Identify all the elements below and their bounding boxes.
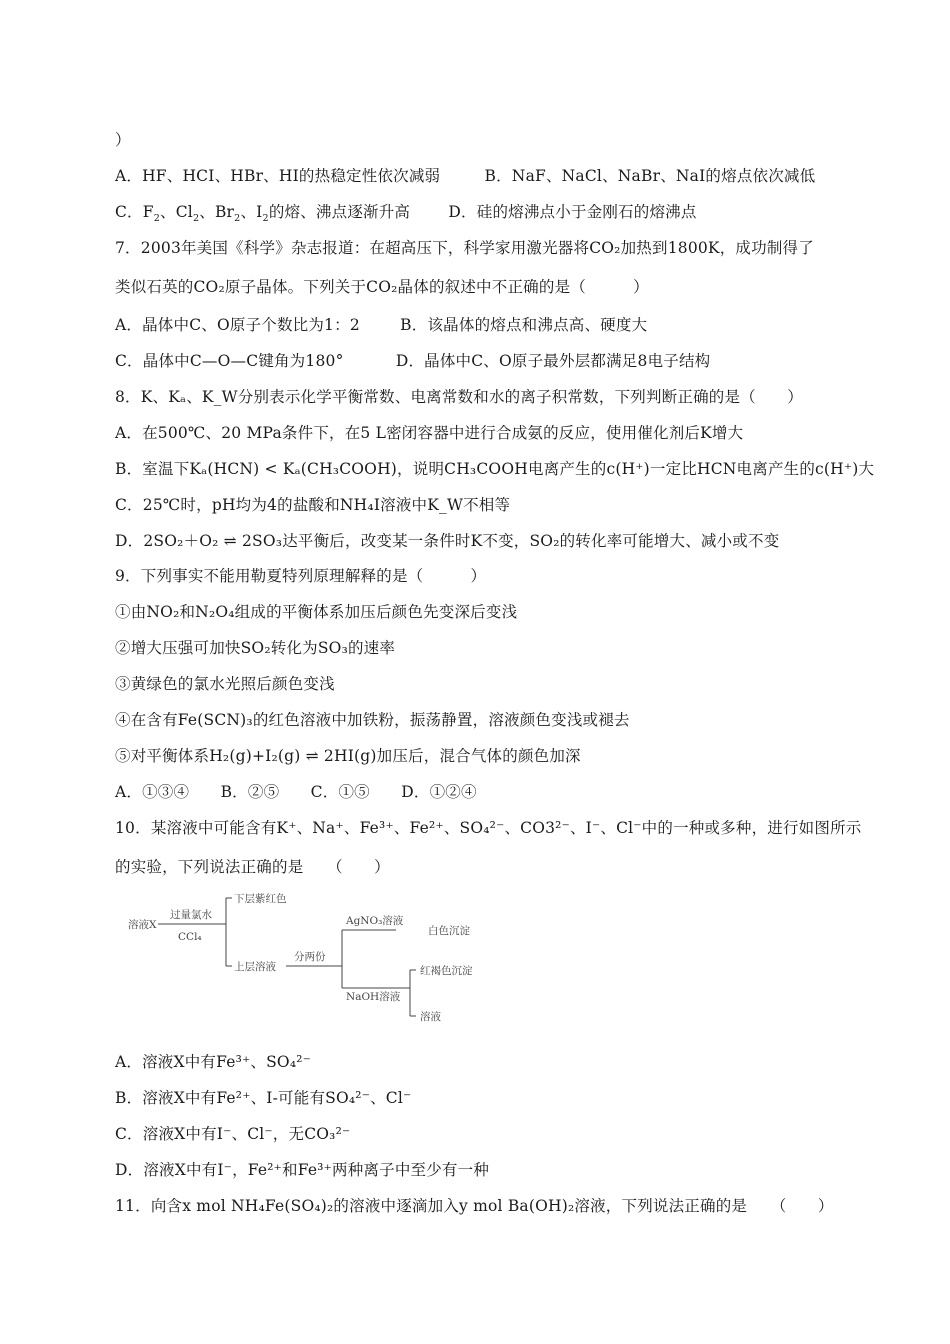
diagram-lower-layer: 下层紫红色 (234, 893, 287, 905)
q7-option-cd (115, 349, 710, 371)
q9-stem: 9．下列事实不能用勒夏特列原理解释的是（ ） (115, 567, 487, 585)
q7-stem-line1: 7．2003年美国《科学》杂志报道：在超高压下，科学家用激光器将CO₂加热到1800K，成功制得了 (115, 239, 814, 257)
q6-option-d: D．硅的熔沸点小于金刚石的熔沸点 (448, 203, 697, 221)
diagram-naoh: NaOH溶液 (346, 991, 401, 1003)
diagram-white-precipitate: 白色沉淀 (428, 925, 470, 937)
diagram-solution-x: 溶液X (128, 919, 157, 931)
q10-stem-line2: 的实验，下列说法正确的是 （ ） (115, 858, 390, 876)
q6-option-ab (115, 164, 815, 186)
q8-option-d: D．2SO₂＋O₂ ⇌ 2SO₃达平衡后，改变某一条件时K不变，SO₂的转化率可能增大、减小或不变 (115, 532, 780, 550)
diagram-split: 分两份 (294, 951, 326, 963)
diagram-reagent-ccl4: CCl₄ (178, 931, 202, 943)
q6-option-a: A．HF、HCI、HBr、HI的热稳定性依次减弱 (115, 167, 441, 185)
q7-option-c: C．晶体中C—O—C键角为180° (115, 352, 344, 370)
q7-option-b: B．该晶体的熔点和沸点高、硬度大 (400, 316, 648, 334)
q8-option-c: C．25℃时，pH均为4的盐酸和NH₄I溶液中K_W不相等 (115, 496, 511, 514)
q7-option-a: A．晶体中C、O原子个数比为1：2 (115, 316, 360, 334)
diagram-solution: 溶液 (420, 1011, 441, 1023)
q10-option-b: B．溶液X中有Fe²⁺、I-可能有SO₄²⁻、Cl⁻ (115, 1089, 412, 1107)
paren-close: ） (115, 131, 131, 149)
diagram-agno3: AgNO₃溶液 (346, 915, 404, 927)
diagram-upper-layer: 上层溶液 (234, 961, 276, 973)
diagram-reagent-chlorine-water: 过量氯水 (170, 909, 212, 921)
q9-item-1: ①由NO₂和N₂O₄组成的平衡体系加压后颜色先变深后变浅 (115, 603, 518, 621)
q10-option-a: A．溶液X中有Fe³⁺、SO₄²⁻ (115, 1053, 312, 1071)
q6-option-cd (115, 200, 697, 225)
q7-option-ab (115, 313, 647, 335)
q9-item-4: ④在含有Fe(SCN)₃的红色溶液中加铁粉，振荡静置，溶液颜色变浅或褪去 (115, 711, 630, 729)
q9-options: A．①③④ B．②⑤ C．①⑤ D．①②④ (115, 783, 477, 801)
q6-option-c: C．$F_2$、$Cl_2$、$Br_2$、$I_2$的熔、沸点逐渐升高 (115, 203, 411, 225)
q8-option-b: B．室温下Kₐ(HCN) < Kₐ(CH₃COOH)，说明CH₃COOH电离产生的c(H⁺)一定比HCN电离产生的c(H⁺)大 (115, 460, 875, 478)
q10-option-c: C．溶液X中有I⁻、Cl⁻，无CO₃²⁻ (115, 1125, 351, 1143)
q10-flow-diagram (128, 888, 508, 1036)
diagram-redbrown-precipitate: 红褐色沉淀 (420, 965, 473, 977)
q8-option-a: A．在500℃、20 MPa条件下，在5 L密闭容器中进行合成氨的反应，使用催化剂后K增大 (115, 424, 744, 442)
q10-option-d: D．溶液X中有I⁻，Fe²⁺和Fe³⁺两种离子中至少有一种 (115, 1161, 490, 1179)
q9-item-3: ③黄绿色的氯水光照后颜色变浅 (115, 675, 335, 693)
q7-stem-line2: 类似石英的CO₂原子晶体。下列关于CO₂晶体的叙述中不正确的是（ ） (115, 278, 649, 296)
q9-item-2: ②增大压强可加快SO₂转化为SO₃的速率 (115, 639, 396, 657)
q10-stem-line1: 10．某溶液中可能含有K⁺、Na⁺、Fe³⁺、Fe²⁺、SO₄²⁻、CO3²⁻、I⁻、Cl⁻中的一种或多种，进行如图所示 (115, 819, 862, 837)
q8-stem: 8．K、Kₐ、K_W分别表示化学平衡常数、电离常数和水的离子积常数，下列判断正确的是（ ） (115, 388, 803, 406)
q11-stem: 11．向含x mol NH₄Fe(SO₄)₂的溶液中逐滴加入y mol Ba(OH)₂溶液，下列说法正确的是 （ ） (115, 1197, 834, 1215)
q6-option-b: B．NaF、NaCl、NaBr、NaI的熔点依次减低 (484, 167, 816, 185)
q7-option-d: D．晶体中C、O原子最外层都满足8电子结构 (395, 352, 711, 370)
q9-item-5: ⑤对平衡体系H₂(g)+I₂(g) ⇌ 2HI(g)加压后，混合气体的颜色加深 (115, 747, 581, 765)
